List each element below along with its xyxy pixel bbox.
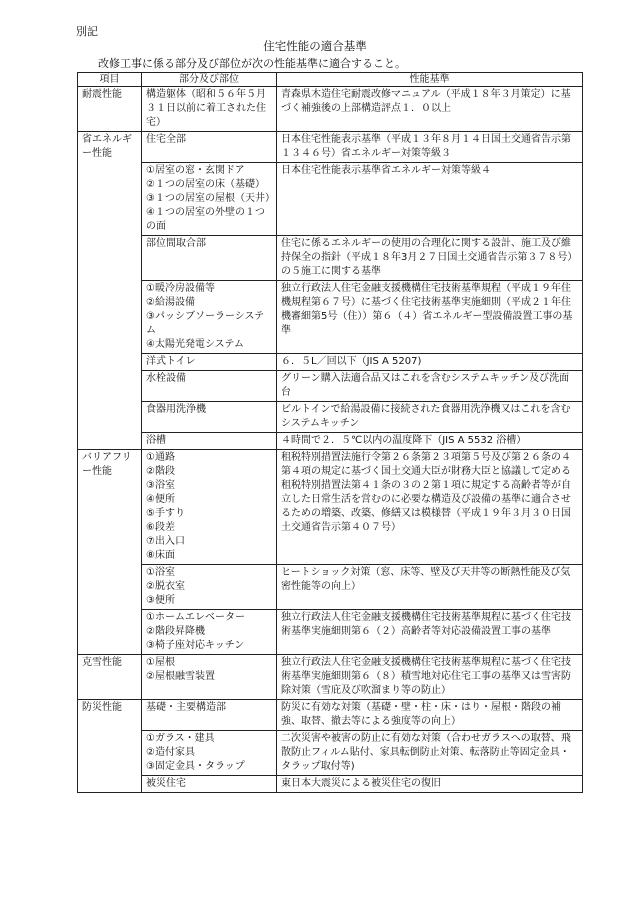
part-cell [142,236,277,281]
document-title: 住宅性能の適合基準 [263,39,367,53]
standards-table [77,72,583,793]
part-cell [142,565,277,610]
part-line: ③固定金具・タラップ [146,761,245,772]
category-cell: バリアフリー性能 [78,450,142,655]
table-row [78,87,583,132]
part-cell [142,776,277,793]
part-line: ③浴室 [146,480,175,491]
part-cell [142,655,277,700]
part-line: ①暖冷房設備等 [146,283,215,294]
standard-cell: グリーン購入法適合品又はこれを含むシステムキッチン及び洗面台 [277,371,583,402]
standard-cell: ビルトインで給湯設備に接続された食器用洗浄機又はこれを含むシステムキッチン [277,402,583,433]
part-cell [142,87,277,132]
part-line: ②階段 [146,466,175,477]
standard-cell: 独立行政法人住宅金融支援機構住宅技術基準規程に基づく住宅技術基準実施細則第６（２）高齢者等対応設備設置工事の基準 [277,610,583,655]
table-row [78,371,583,402]
table-row [78,450,583,565]
table-row [78,402,583,433]
standard-cell: 日本住宅性能表示基準（平成１３年８月１４日国土交通省告示第１３４６号）省エネルギー対策等級３ [277,132,583,163]
category-cell: 防災性能 [78,700,142,793]
table-row [78,433,583,450]
table-header-row [78,73,583,87]
part-cell [142,700,277,731]
category-cell: 耐震性能 [78,87,142,132]
part-line: ④１つの居室の外壁の１つの面 [146,207,265,232]
part-line: ⑧床面 [146,550,175,561]
standard-cell: 住宅に係るエネルギーの使用の合理化に関する設計、施工及び維持保全の指針（平成１８年3月２７日国土交通省告示第３７８号）の５施工に関する基準 [277,236,583,281]
document-subtitle: 改修工事に係る部分及び部位が次の性能基準に適合すること。 [98,57,406,70]
standard-cell: 青森県木造住宅耐震改修マニュアル（平成１８年３月策定）に基づく補強後の上部構造評点１．０以上 [277,87,583,132]
table-row [78,163,583,236]
part-line: 構造躯体（昭和５６年５月３１日以前に着工された住宅） [146,89,266,128]
part-line: ①屋根 [146,657,175,668]
header-standard: 性能基準 [277,73,583,87]
part-line: ③パッシブソーラーシステム [146,311,265,336]
part-line: 被災住宅 [146,778,186,789]
category-cell: 省エネルギー性能 [78,132,142,450]
part-line: ⑤手すり [146,508,185,519]
part-line: 食器用洗浄機 [146,404,206,415]
standard-cell: 防災に有効な対策（基礎・壁・柱・床・はり・屋根・階段の補強、取替、撤去等による強度等の向上） [277,700,583,731]
table-row [78,236,583,281]
standard-cell: 租税特別措置法施行令第２６条第２３項第５号及び第２６条の４第４項の規定に基づく国土交通大臣が財務大臣と協議して定める租税特別措置法第４１条の３の２第１項に規定する高齢者等が自立した日常生活を営むのに必要な構造及び設備の基準に適合させるための増築、改築、修繕又は模様替（平成１９年３月３０日国土交通省告示第４０７号） [277,450,583,565]
part-line: ②１つの居室の床（基礎） [146,179,265,190]
annex-label: 別記 [76,25,98,38]
part-line: ②屋根融雪装置 [146,671,215,682]
standard-cell: 独立行政法人住宅金融支援機構住宅技術基準規程（平成１９年住機規程第６７号）に基づく住宅技術基準実施細則（平成２１年住機審細第5号（住））第６（４）省エネルギー型設備設置工事の基準 [277,281,583,354]
part-line: ③１つの居室の屋根（天井） [146,193,275,204]
standard-cell: ６．５L／回以下（JIS A 5207) [277,354,583,371]
standard-cell: 日本住宅性能表示基準省エネルギー対策等級４ [277,163,583,236]
table-row [78,354,583,371]
table-row [78,565,583,610]
part-cell [142,354,277,371]
part-line: ①ホームエレベーター [146,612,245,623]
table-row [78,700,583,731]
table-body [78,87,583,793]
part-line: ②階段昇降機 [146,626,205,637]
header-part: 部分及び部位 [142,73,277,87]
part-line: ①居室の窓・玄関ドア [146,165,245,176]
part-line: ③椅子座対応キッチン [146,640,245,651]
part-line: 洋式トイレ [146,356,196,367]
part-cell [142,610,277,655]
standard-cell: 二次災害や被害の防止に有効な対策（合わせガラスへの取替、飛散防止フィルム貼付、家具転倒防止対策、転落防止等固定金具・タラップ取付等) [277,731,583,776]
part-line: 住宅全部 [146,134,186,145]
header-category: 項目 [78,73,142,87]
part-line: 基礎・主要構造部 [146,702,226,713]
standard-cell: ４時間で２．５℃以内の温度降下（JIS A 5532 浴槽） [277,433,583,450]
part-line: ②造付家具 [146,747,195,758]
part-line: ③便所 [146,595,175,606]
part-line: ⑥段差 [146,522,175,533]
table-row [78,731,583,776]
part-line: 部位間取合部 [146,238,206,249]
part-cell [142,731,277,776]
part-cell [142,402,277,433]
category-cell: 克雪性能 [78,655,142,700]
part-line: ①通路 [146,452,175,463]
standard-cell: 独立行政法人住宅金融支援機構住宅技術基準規程に基づく住宅技術基準実施細則第６（８）積雪地対応住宅工事の基準又は雪害防除対策（雪庇及び吹溜まり等の防止） [277,655,583,700]
part-cell [142,132,277,163]
table-row [78,655,583,700]
table-row [78,281,583,354]
part-line: 水栓設備 [146,373,186,384]
table-row [78,776,583,793]
part-line: ②脱衣室 [146,581,185,592]
table-row [78,610,583,655]
part-cell [142,163,277,236]
part-cell [142,450,277,565]
part-line: ①ガラス・建具 [146,733,215,744]
part-line: ②給湯設備 [146,297,195,308]
table-row [78,132,583,163]
part-line: ④太陽光発電システム [146,339,244,350]
part-cell [142,371,277,402]
standard-cell: ヒートショック対策（窓、床等、壁及び天井等の断熱性能及び気密性能等の向上） [277,565,583,610]
part-line: 浴槽 [146,435,166,446]
part-line: ①浴室 [146,567,175,578]
part-line: ⑦出入口 [146,536,185,547]
part-cell [142,281,277,354]
standard-cell: 東日本大震災による被災住宅の復旧 [277,776,583,793]
part-cell [142,433,277,450]
part-line: ④便所 [146,494,175,505]
